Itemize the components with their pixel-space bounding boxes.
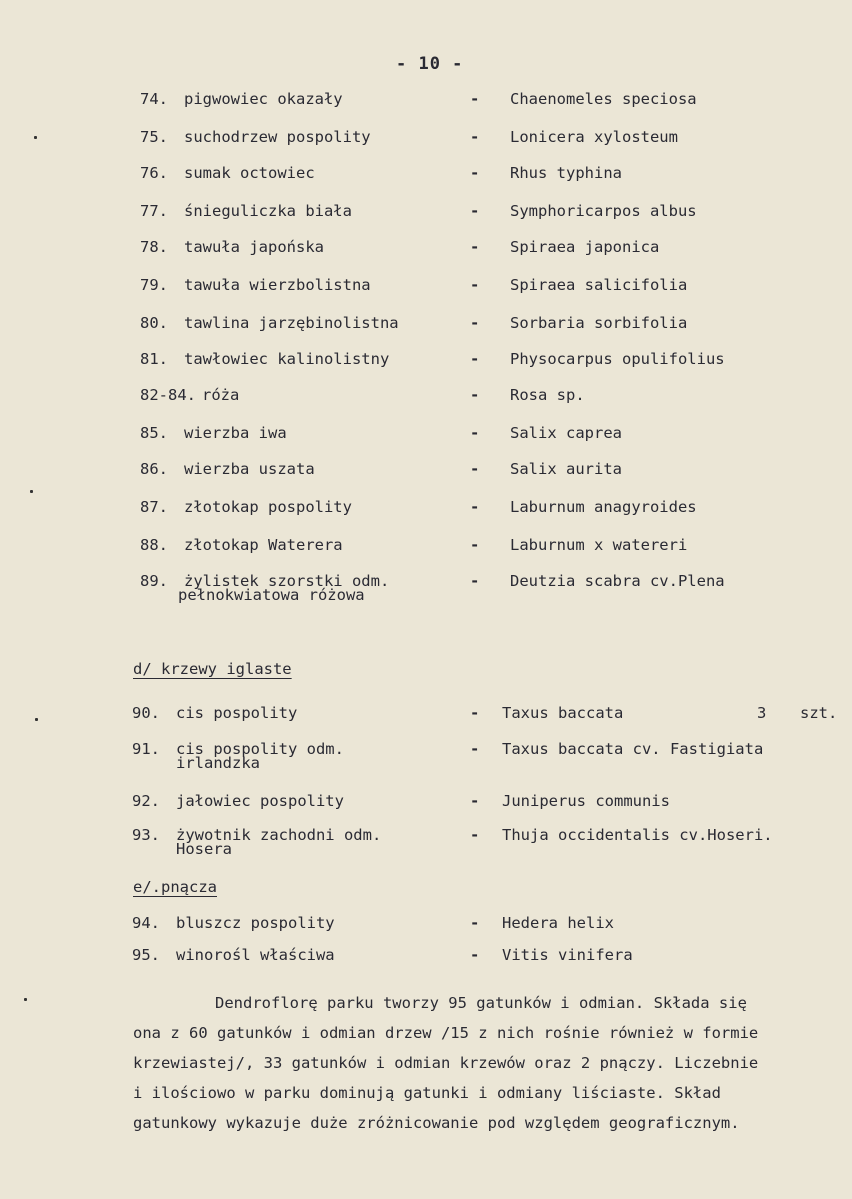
polish-name: wierzba uszata	[184, 460, 315, 478]
polish-name: żylistek szorstki odm.	[184, 572, 390, 590]
item-number: 92.	[132, 792, 160, 810]
polish-name: cis pospolity odm.	[176, 740, 344, 758]
section-heading-climbers: e/.pnącza	[133, 878, 217, 896]
paragraph-line: i ilościowo w parku dominują gatunki i odmiany liściaste. Skład	[133, 1084, 721, 1102]
item-number: 74.	[140, 90, 168, 108]
item-number: 76.	[140, 164, 168, 182]
polish-name: sumak octowiec	[184, 164, 315, 182]
polish-name: suchodrzew pospolity	[184, 128, 371, 146]
separator-dash: -	[470, 424, 480, 442]
latin-name: Taxus baccata cv. Fastigiata	[502, 740, 764, 758]
separator-dash: -	[470, 572, 480, 590]
item-number: 79.	[140, 276, 168, 294]
count-unit: szt.	[800, 704, 838, 722]
polish-name: tawuła japońska	[184, 238, 324, 256]
latin-name: Salix caprea	[510, 424, 622, 442]
separator-dash: -	[470, 704, 480, 722]
polish-name: złotokap pospolity	[184, 498, 352, 516]
polish-name: tawłowiec kalinolistny	[184, 350, 390, 368]
latin-name: Juniperus communis	[502, 792, 670, 810]
latin-name: Physocarpus opulifolius	[510, 350, 725, 368]
section-heading-conifers: d/ krzewy iglaste	[133, 660, 292, 678]
polish-name-continued: irlandzka	[176, 754, 260, 772]
latin-name: Vitis vinifera	[502, 946, 633, 964]
separator-dash: -	[470, 238, 480, 256]
polish-name: wierzba iwa	[184, 424, 287, 442]
polish-name: żywotnik zachodni odm.	[176, 826, 382, 844]
latin-name: Taxus baccata	[502, 704, 624, 722]
latin-name: Hedera helix	[502, 914, 614, 932]
separator-dash: -	[470, 792, 480, 810]
latin-name: Rhus typhina	[510, 164, 622, 182]
page-number: - 10 -	[396, 54, 464, 74]
margin-mark	[35, 718, 38, 721]
summary-paragraph	[133, 988, 845, 1138]
separator-dash: -	[470, 164, 480, 182]
polish-name: cis pospolity	[176, 704, 298, 722]
item-number: 75.	[140, 128, 168, 146]
polish-name: jałowiec pospolity	[176, 792, 344, 810]
separator-dash: -	[470, 276, 480, 294]
item-number: 94.	[132, 914, 160, 932]
margin-mark	[34, 136, 37, 139]
item-number: 77.	[140, 202, 168, 220]
polish-name-continued: pełnokwiatowa różowa	[178, 586, 365, 604]
latin-name: Chaenomeles speciosa	[510, 90, 697, 108]
latin-name: Spiraea salicifolia	[510, 276, 688, 294]
specimen-count: 3	[757, 704, 767, 722]
latin-name: Lonicera xylosteum	[510, 128, 678, 146]
paragraph-line: gatunkowy wykazuje duże zróżnicowanie pod względem geograficznym.	[133, 1114, 740, 1132]
polish-name: tawuła wierzbolistna	[184, 276, 371, 294]
item-number: 90.	[132, 704, 160, 722]
separator-dash: -	[470, 90, 480, 108]
margin-mark	[30, 490, 33, 493]
item-number: 82-84.	[140, 386, 196, 404]
separator-dash: -	[470, 386, 480, 404]
latin-name: Salix aurita	[510, 460, 622, 478]
separator-dash: -	[470, 536, 480, 554]
item-number: 80.	[140, 314, 168, 332]
latin-name: Laburnum x watereri	[510, 536, 688, 554]
item-number: 85.	[140, 424, 168, 442]
latin-name: Laburnum anagyroides	[510, 498, 697, 516]
latin-name: Thuja occidentalis cv.Hoseri.	[502, 826, 773, 844]
separator-dash: -	[470, 946, 480, 964]
margin-mark	[24, 998, 27, 1001]
separator-dash: -	[470, 460, 480, 478]
latin-name: Deutzia scabra cv.Plena	[510, 572, 725, 590]
polish-name: róża	[202, 386, 240, 404]
latin-name: Symphoricarpos albus	[510, 202, 697, 220]
item-number: 95.	[132, 946, 160, 964]
polish-name: bluszcz pospolity	[176, 914, 335, 932]
paragraph-line: krzewiastej/, 33 gatunków i odmian krzewów oraz 2 pnączy. Liczebnie	[133, 1054, 759, 1072]
separator-dash: -	[470, 202, 480, 220]
paragraph-line: Dendroflorę parku tworzy 95 gatunków i odmian. Składa się	[215, 994, 747, 1012]
latin-name: Spiraea japonica	[510, 238, 660, 256]
polish-name: śnieguliczka biała	[184, 202, 352, 220]
polish-name: pigwowiec okazały	[184, 90, 343, 108]
separator-dash: -	[470, 498, 480, 516]
latin-name: Rosa sp.	[510, 386, 585, 404]
latin-name: Sorbaria sorbifolia	[510, 314, 688, 332]
item-number: 78.	[140, 238, 168, 256]
item-number: 88.	[140, 536, 168, 554]
item-number: 91.	[132, 740, 160, 758]
separator-dash: -	[470, 826, 480, 844]
item-number: 93.	[132, 826, 160, 844]
item-number: 89.	[140, 572, 168, 590]
paragraph-line: ona z 60 gatunków i odmian drzew /15 z nich rośnie również w formie	[133, 1024, 759, 1042]
polish-name: tawlina jarzębinolistna	[184, 314, 399, 332]
separator-dash: -	[470, 128, 480, 146]
polish-name-continued: Hosera	[176, 840, 232, 858]
separator-dash: -	[470, 314, 480, 332]
item-number: 87.	[140, 498, 168, 516]
separator-dash: -	[470, 740, 480, 758]
polish-name: winorośl właściwa	[176, 946, 335, 964]
separator-dash: -	[470, 914, 480, 932]
item-number: 81.	[140, 350, 168, 368]
item-number: 86.	[140, 460, 168, 478]
polish-name: złotokap Waterera	[184, 536, 343, 554]
separator-dash: -	[470, 350, 480, 368]
